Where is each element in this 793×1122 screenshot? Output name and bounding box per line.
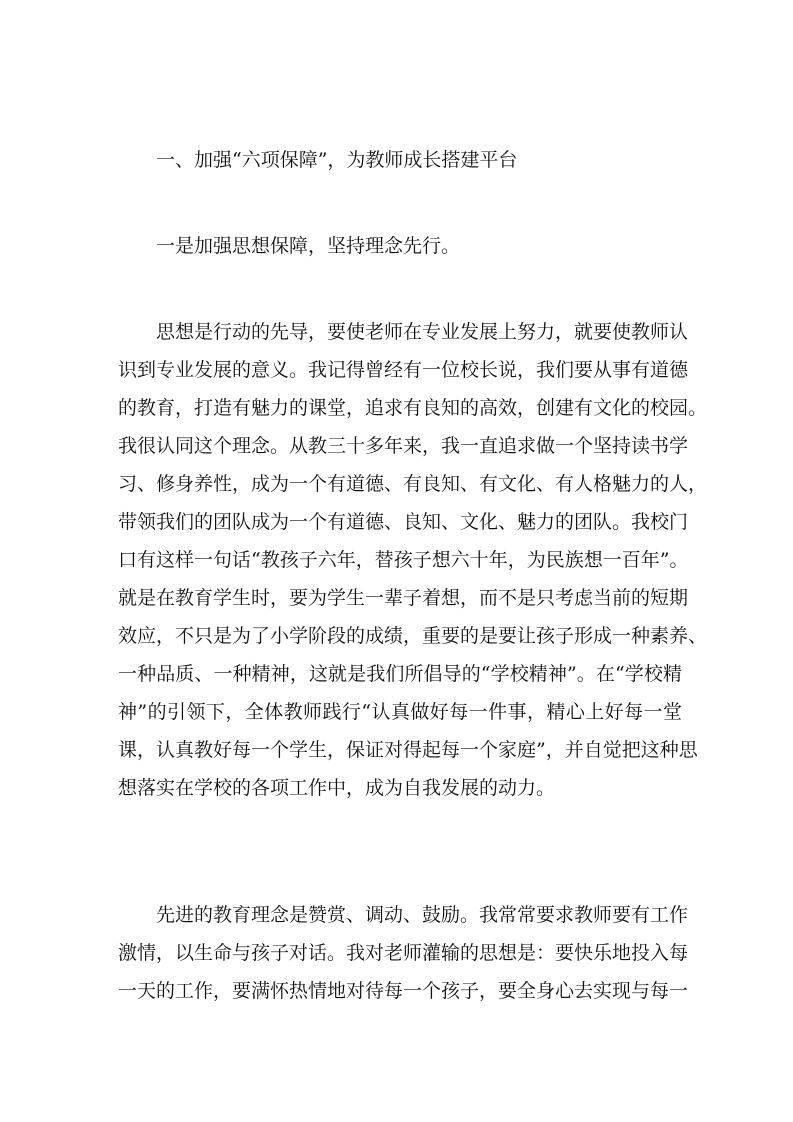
paragraph-2 [118,896,689,1010]
subsection-heading-text: 一是加强思想保障，坚持理念先行。 [156,235,461,257]
paragraph-line: 效应，不只是为了小学阶段的成绩，重要的是要让孩子形成一种素养、 [118,625,708,647]
paragraph-line: 我很认同这个理念。从教三十多年来，我一直追求做一个坚持读书学 [118,435,689,457]
paragraph-line: 先进的教育理念是赞赏、调动、鼓励。我常常要求教师要有工作 [156,904,689,926]
paragraph-line: 的教育，打造有魅力的课堂，追求有良知的高效，创建有文化的校园。 [118,397,708,419]
section-heading-text: 一、加强“六项保障”，为教师成长搭建平台 [156,149,518,171]
section-heading [118,141,682,179]
paragraph-line: 课，认真教好每一个学生，保证对得起每一个家庭”，并自觉把这种思 [118,739,698,761]
paragraph-line: 思想是行动的先导，要使老师在专业发展上努力，就要使教师认 [156,321,689,343]
paragraph-line: 神”的引领下，全体教师践行“认真做好每一件事，精心上好每一堂 [118,701,682,723]
paragraph-line: 一天的工作，要满怀热情地对待每一个孩子，要全身心去实现与每一 [118,980,689,1002]
subsection-heading [118,227,682,265]
paragraph-line: 识到专业发展的意义。我记得曾经有一位校长说，我们要从事有道德 [118,359,689,381]
paragraph-line: 想落实在学校的各项工作中，成为自我发展的动力。 [118,777,556,799]
paragraph-line: 激情，以生命与孩子对话。我对老师灌输的思想是：要快乐地投入每 [118,942,689,964]
paragraph-1 [118,313,708,807]
paragraph-line: 就是在教育学生时，要为学生一辈子着想，而不是只考虑当前的短期 [118,587,689,609]
paragraph-line: 一种品质、一种精神，这就是我们所倡导的“学校精神”。在“学校精 [118,663,682,685]
paragraph-line: 习、修身养性，成为一个有道德、有良知、有文化、有人格魅力的人， [118,473,708,495]
paragraph-line: 带领我们的团队成为一个有道德、良知、文化、魅力的团队。我校门 [118,511,689,533]
paragraph-line: 口有这样一句话“教孩子六年，替孩子想六十年，为民族想一百年”。 [118,549,689,571]
